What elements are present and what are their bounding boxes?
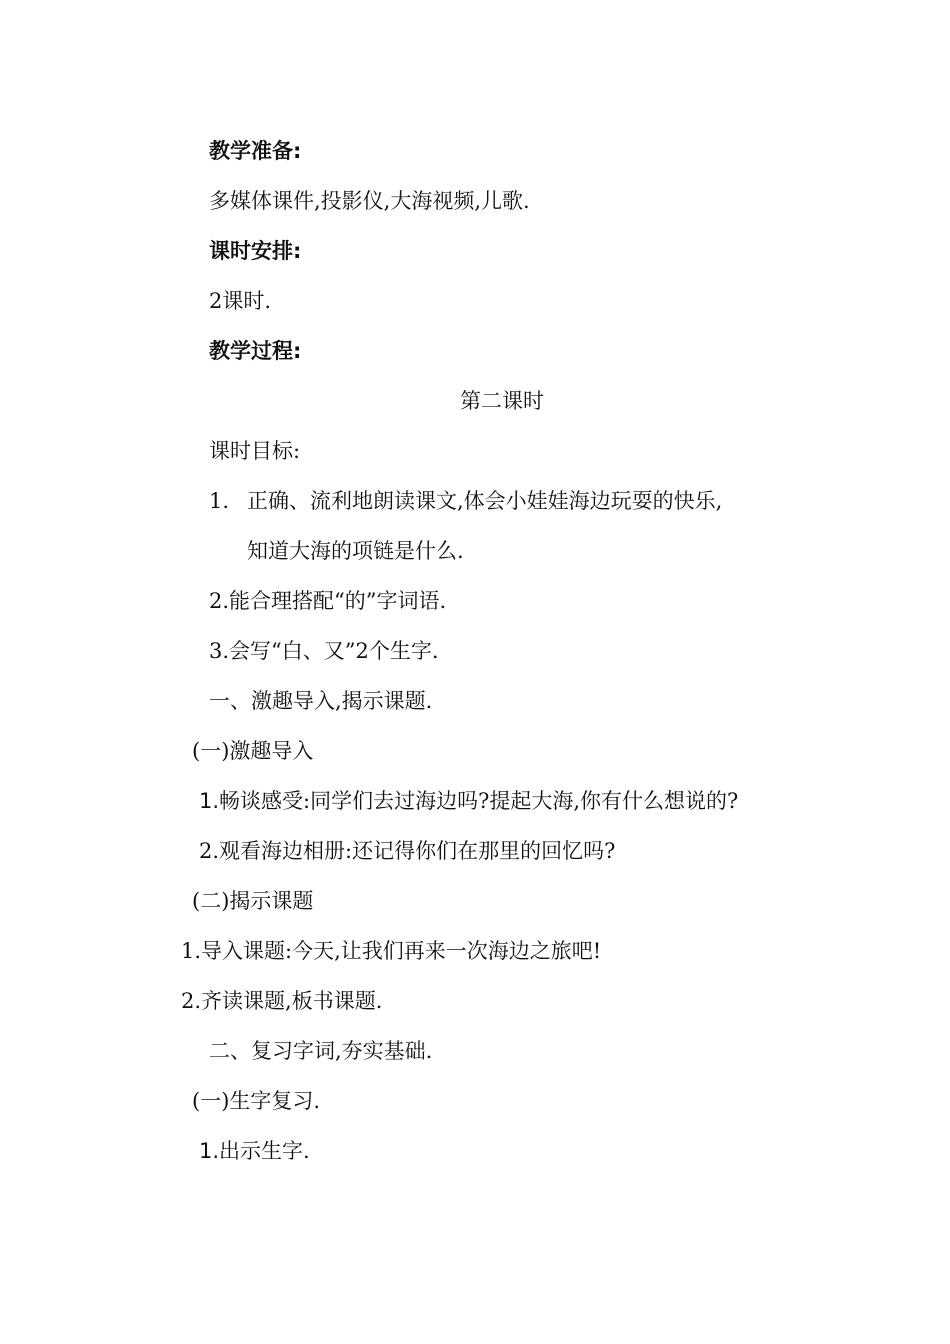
goal-1-text: 正确、流利地朗读课文,体会小娃娃海边玩耍的快乐, bbox=[247, 489, 723, 513]
section-2-heading: 二、复习字词,夯实基础. bbox=[209, 1039, 433, 1063]
goal-1-continuation: 知道大海的项链是什么. bbox=[247, 539, 464, 563]
goal-3: 3.会写“白、又”2个生字. bbox=[209, 639, 439, 663]
item-reveal-2: 2.齐读课题,板书课题. bbox=[181, 989, 383, 1013]
item-show-number: 1. bbox=[199, 1139, 220, 1163]
item-reveal-1: 1.导入课题:今天,让我们再来一次海边之旅吧! bbox=[181, 939, 602, 963]
subsection-1-1: (一)激趣导入 bbox=[192, 739, 314, 763]
subsection-2-1: (一)生字复习. bbox=[192, 1089, 321, 1113]
item-1-text: 畅谈感受:同学们去过海边吗?提起大海,你有什么想说的? bbox=[219, 789, 739, 813]
goal-1-number: 1. bbox=[209, 489, 230, 513]
heading-teaching-preparation: 教学准备: bbox=[209, 139, 302, 163]
heading-class-schedule: 课时安排: bbox=[209, 239, 302, 263]
lesson-title: 第二课时 bbox=[460, 389, 544, 413]
subsection-1-2: (二)揭示课题 bbox=[192, 889, 314, 913]
preparation-content: 多媒体课件,投影仪,大海视频,儿歌. bbox=[209, 189, 530, 213]
section-1-heading: 一、激趣导入,揭示课题. bbox=[209, 689, 433, 713]
item-show-text: 出示生字. bbox=[219, 1139, 310, 1163]
lesson-goals-label: 课时目标: bbox=[209, 439, 301, 463]
item-1-number: 1. bbox=[199, 789, 220, 813]
goal-2: 2.能合理搭配“的”字词语. bbox=[209, 589, 447, 613]
heading-teaching-process: 教学过程: bbox=[209, 339, 302, 363]
item-2: 2.观看海边相册:还记得你们在那里的回忆吗? bbox=[199, 839, 616, 863]
schedule-content: 2课时. bbox=[209, 289, 272, 313]
